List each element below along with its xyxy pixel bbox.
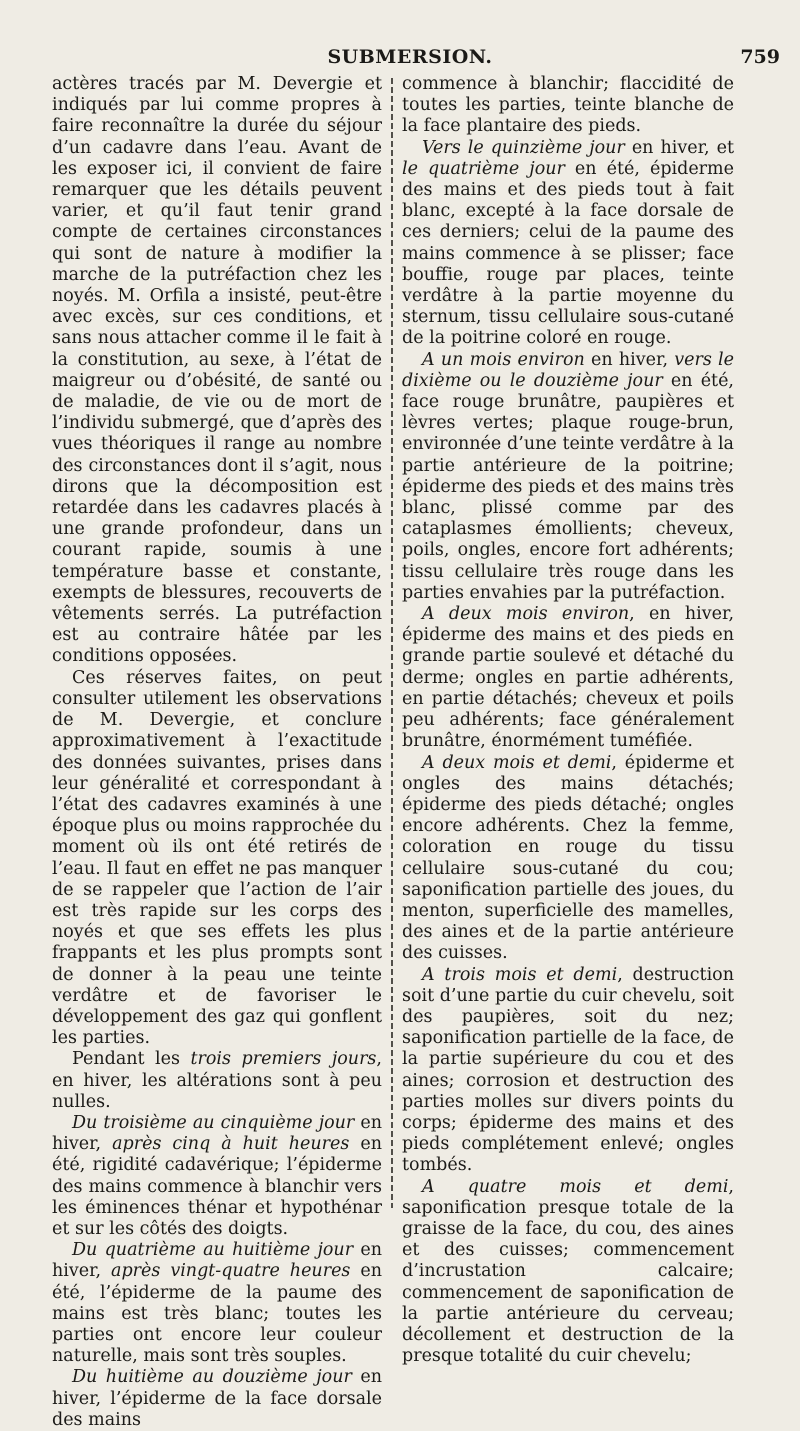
paragraph (402, 1177, 734, 1368)
text-run: en été, épiderme des mains et des pieds tout à fait blanc, excepté à la face dorsale de ces derniers; celui de la paume des mains commence à se plisser; face bouffie, rouge par places, teinte verdâtre à la partie moyenne du sternum, tissu cellulaire sous-cutané de la poitrine coloré en rouge. (402, 158, 735, 349)
italic-run: A quatre mois et demi (422, 1176, 729, 1197)
text-run: en été, rigidité cadavérique; l’épiderme des mains commence à blanchir vers les éminences thénar et hypothénar et sur les côtés des doigts. (52, 1134, 382, 1239)
column-divider (391, 78, 393, 1208)
text-run: , en hiver, épiderme des mains et des pieds en grande partie soulevé et détaché du derme; ongles en partie adhérents, en partie détachés; cheveux et poils peu adhérents; face généralement brunâtre, énormément tuméfiée. (402, 604, 735, 752)
text-run: Pendant les (72, 1049, 191, 1070)
page-number: 759 (740, 46, 780, 68)
italic-run: A un mois environ (422, 349, 585, 370)
italic-run: Du huitième au douzième jour (72, 1367, 352, 1388)
paragraph: actères tracés par M. Devergie et indiqués par lui comme propres à faire reconnaître la durée du séjour d’un cadavre dans l’eau. Avant de les exposer ici, il convient de faire remarquer que les détails peuvent varier, et qu’il faut tenir grand compte de certaines circonstances qui sont de nature à modifier la marche de la putréfaction chez les noyés. M. Orfila a insisté, peut-être avec excès, sur ces conditions, et sans nous attacher comme il le fait à la constitution, au sexe, à l’état de maigreur ou d’obésité, de santé ou de maladie, de vie ou de mort de l’individu submergé, que d’après des vues théoriques il range au nombre des circonstances dont il s’agit, nous dirons que la décomposition est retardée dans les cadavres placés à une grande profondeur, dans un courant rapide, soumis à une température basse et constante, exempts de blessures, recouverts de vêtements serrés. La putréfaction est au contraire hâtée par les conditions opposées. (52, 74, 382, 667)
paragraph (402, 604, 734, 752)
running-title: SUBMERSION. (327, 46, 493, 68)
italic-run: le quatrième jour (402, 158, 565, 179)
paragraph: Ces réserves faites, on peut consulter utilement les observations de M. Devergie, et conclure approximativement à l’exactitude des données suivantes, prises dans leur généralité et correspondant à l’état des cadavres examinés à une époque plus ou moins rapprochée du moment où ils ont été retirés de l’eau. Il faut en effet ne pas manquer de se rappeler que l’action de l’air est très rapide sur les corps des noyés et que ses effets les plus frappants et les plus prompts sont de donner à la peau une teinte verdâtre et de favoriser le développement des gaz qui gonflent les parties. (52, 667, 382, 1049)
paragraph (52, 1113, 382, 1240)
text-run: , en hiver, les altérations sont à peu nulles. (52, 1049, 382, 1112)
paragraph (402, 350, 734, 604)
italic-run: A deux mois et demi (422, 752, 612, 773)
text-run: en été, face rouge brunâtre, paupières et lèvres vertes; plaque rouge-brun, environnée d’une teinte verdâtre à la partie antérieure de la poitrine; épiderme des pieds et des mains très blanc, plissé comme par des cataplasmes émollients; cheveux, poils, ongles, encore fort adhérents; tissu cellulaire très rouge dans les parties envahies par la putréfaction. (402, 370, 734, 603)
text-run: en hiver, l’épiderme de la face dorsale des mains (52, 1367, 382, 1430)
paragraph (402, 965, 734, 1177)
right-column (402, 74, 734, 1367)
paragraph (52, 1240, 382, 1367)
text-run: , destruction soit d’une partie du cuir chevelu, soit des paupières, soit du nez; saponification partielle de la face, de la partie supérieure du cou et des aines; corrosion et destruction des parties molles sur divers points du corps; épiderme des mains et des pieds complétement enlevé; ongles tombés. (402, 964, 734, 1176)
paragraph (52, 1049, 382, 1113)
paragraph: commence à blanchir; flaccidité de toutes les parties, teinte blanche de la face plantaire des pieds. (402, 74, 734, 137)
italic-run: trois premiers jours (190, 1049, 377, 1070)
italic-run: après cinq à huit heures (112, 1134, 350, 1155)
italic-run: vers le dixième ou le douzième jour (402, 349, 734, 391)
italic-run: A trois mois et demi (422, 964, 618, 985)
italic-run: Vers le quinzième jour (422, 137, 625, 158)
italic-run: Du troisième au cinquième jour (72, 1112, 355, 1133)
text-run: en été, l’épiderme de la paume des mains est très blanc; toutes les parties ont encore leur couleur naturelle, mais sont très souples. (52, 1261, 382, 1367)
text-run: en hiver, (584, 349, 675, 370)
paragraph (402, 753, 734, 965)
text-run: en hiver, (52, 1240, 382, 1282)
italic-run: Du quatrième au huitième jour (72, 1240, 354, 1261)
running-header (40, 46, 780, 72)
left-column (52, 74, 382, 1431)
text-run: , saponification presque totale de la graisse de la face, du cou, des aines et des cuisses; commencement d’incrustation calcaire; commencement de saponification de la partie antérieure du cerveau; décollement et destruction de la presque totalité du cuir chevelu; (402, 1176, 734, 1367)
paragraph (402, 138, 734, 350)
text-run: en hiver, et (624, 137, 734, 158)
italic-run: A deux mois environ (422, 604, 630, 625)
text-run: en hiver, (52, 1112, 382, 1155)
text-run: , épiderme et ongles des mains détachés; épiderme des pieds détaché; ongles encore adhérents. Chez la femme, coloration en rouge du tissu cellulaire sous-cutané du cou; saponification partielle des joues, du menton, superficielle des mamelles, des aines et de la partie antérieure des cuisses. (402, 752, 734, 964)
paragraph (52, 1367, 382, 1431)
italic-run: après vingt-quatre heures (111, 1261, 351, 1282)
